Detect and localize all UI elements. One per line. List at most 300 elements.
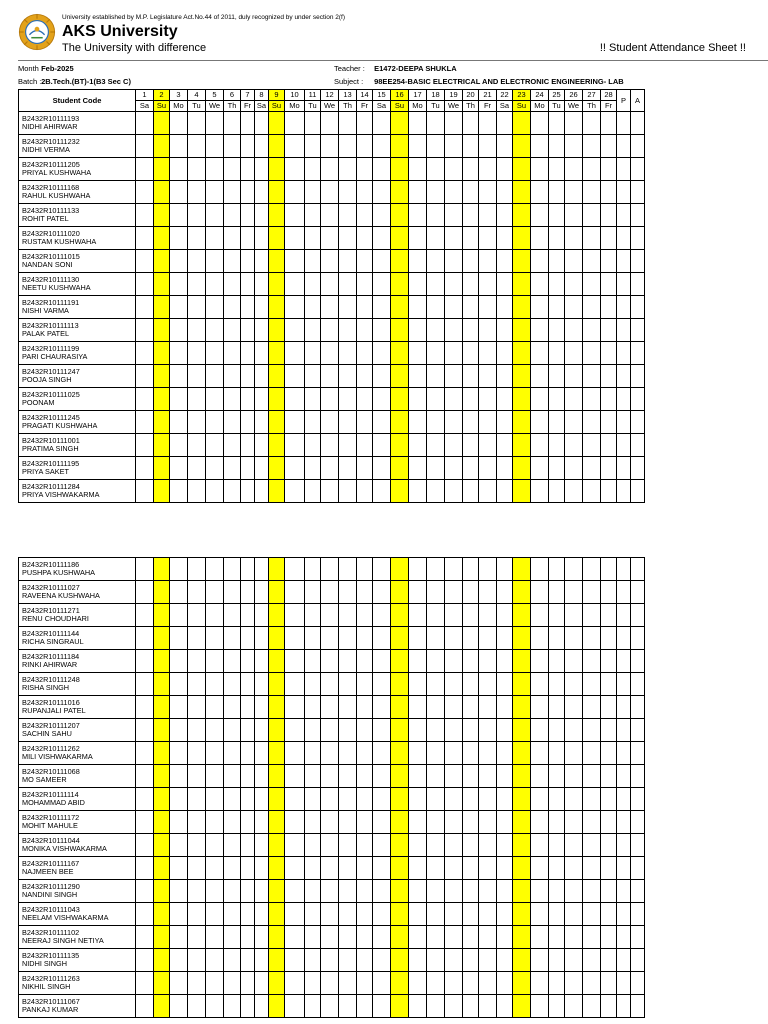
attendance-cell	[357, 995, 373, 1018]
attendance-cell	[224, 250, 241, 273]
attendance-cell	[497, 788, 513, 811]
attendance-cell	[497, 434, 513, 457]
attendance-cell	[479, 296, 497, 319]
present-total-cell	[617, 788, 631, 811]
attendance-cell	[170, 434, 188, 457]
absent-total-cell	[631, 903, 645, 926]
attendance-cell	[285, 742, 305, 765]
attendance-cell	[357, 480, 373, 503]
attendance-cell	[479, 719, 497, 742]
attendance-cell	[391, 457, 409, 480]
attendance-cell	[154, 204, 170, 227]
student-code: B2432R10111199	[22, 343, 80, 353]
attendance-cell	[497, 742, 513, 765]
student-row	[19, 604, 645, 627]
student-name: RINKI AHIRWAR	[22, 660, 78, 669]
university-logo-icon	[18, 13, 56, 51]
attendance-cell	[583, 250, 601, 273]
attendance-cell	[497, 880, 513, 903]
attendance-cell	[285, 558, 305, 581]
attendance-cell	[583, 673, 601, 696]
attendance-cell	[357, 673, 373, 696]
attendance-cell	[409, 388, 427, 411]
attendance-cell	[339, 457, 357, 480]
attendance-cell	[513, 903, 531, 926]
student-name: NIKHIL SINGH	[22, 982, 71, 991]
attendance-cell	[255, 834, 269, 857]
present-total-cell	[617, 627, 631, 650]
attendance-cell	[445, 434, 463, 457]
student-code: B2432R10111186	[22, 559, 80, 569]
date-number-header: 28	[601, 90, 617, 101]
attendance-cell	[549, 650, 565, 673]
attendance-cell	[583, 434, 601, 457]
attendance-cell	[497, 627, 513, 650]
attendance-cell	[206, 627, 224, 650]
attendance-cell	[321, 788, 339, 811]
attendance-cell	[583, 742, 601, 765]
attendance-cell	[224, 627, 241, 650]
attendance-cell	[339, 788, 357, 811]
attendance-cell	[391, 158, 409, 181]
date-number-header: 11	[305, 90, 321, 101]
attendance-cell	[136, 158, 154, 181]
attendance-cell	[549, 480, 565, 503]
attendance-cell	[463, 926, 479, 949]
attendance-cell	[391, 926, 409, 949]
present-total-cell	[617, 673, 631, 696]
attendance-cell	[188, 650, 206, 673]
attendance-cell	[445, 811, 463, 834]
attendance-cell	[497, 719, 513, 742]
attendance-cell	[136, 112, 154, 135]
attendance-cell	[565, 604, 583, 627]
attendance-cell	[497, 181, 513, 204]
attendance-cell	[479, 319, 497, 342]
attendance-cell	[241, 880, 255, 903]
attendance-cell	[285, 719, 305, 742]
attendance-cell	[339, 319, 357, 342]
attendance-cell	[549, 903, 565, 926]
student-row	[19, 926, 645, 949]
attendance-cell	[224, 204, 241, 227]
attendance-cell	[206, 227, 224, 250]
student-cell	[19, 857, 136, 880]
student-row	[19, 650, 645, 673]
student-cell	[19, 388, 136, 411]
attendance-cell	[601, 788, 617, 811]
attendance-cell	[188, 742, 206, 765]
attendance-cell	[463, 765, 479, 788]
attendance-cell	[321, 926, 339, 949]
weekday-header: Tu	[188, 101, 206, 112]
attendance-cell	[373, 480, 391, 503]
student-name: RICHA SINGRAUL	[22, 637, 84, 646]
attendance-cell	[339, 765, 357, 788]
attendance-cell	[497, 650, 513, 673]
attendance-cell	[224, 788, 241, 811]
attendance-cell	[241, 296, 255, 319]
student-name: NIDHI VERMA	[22, 145, 70, 154]
attendance-cell	[531, 719, 549, 742]
attendance-cell	[321, 719, 339, 742]
attendance-cell	[339, 434, 357, 457]
attendance-cell	[531, 558, 549, 581]
attendance-cell	[601, 696, 617, 719]
student-row	[19, 834, 645, 857]
student-cell	[19, 457, 136, 480]
attendance-cell	[305, 319, 321, 342]
attendance-cell	[241, 696, 255, 719]
attendance-cell	[188, 319, 206, 342]
attendance-cell	[409, 604, 427, 627]
absent-total-cell	[631, 995, 645, 1018]
attendance-cell	[154, 903, 170, 926]
student-cell	[19, 250, 136, 273]
attendance-cell	[170, 158, 188, 181]
student-row	[19, 673, 645, 696]
attendance-cell	[206, 181, 224, 204]
attendance-cell	[513, 650, 531, 673]
attendance-cell	[601, 650, 617, 673]
attendance-cell	[255, 949, 269, 972]
date-number-header: 9	[269, 90, 285, 101]
attendance-cell	[497, 250, 513, 273]
attendance-cell	[427, 296, 445, 319]
attendance-cell	[305, 834, 321, 857]
attendance-cell	[241, 434, 255, 457]
student-name: POONAM	[22, 398, 55, 407]
batch-label: Batch :	[18, 77, 42, 86]
attendance-cell	[188, 627, 206, 650]
attendance-cell	[445, 742, 463, 765]
attendance-cell	[136, 181, 154, 204]
attendance-cell	[305, 135, 321, 158]
teacher-value: E1472-DEEPA SHUKLA	[374, 64, 457, 73]
attendance-cell	[373, 296, 391, 319]
attendance-cell	[321, 135, 339, 158]
student-code: B2432R10111191	[22, 297, 80, 307]
attendance-cell	[549, 581, 565, 604]
attendance-cell	[255, 342, 269, 365]
attendance-cell	[241, 319, 255, 342]
attendance-cell	[170, 112, 188, 135]
attendance-cell	[241, 388, 255, 411]
attendance-cell	[170, 411, 188, 434]
attendance-cell	[373, 949, 391, 972]
attendance-cell	[206, 650, 224, 673]
student-name: NANDAN SONI	[22, 260, 73, 269]
student-cell	[19, 227, 136, 250]
attendance-cell	[339, 250, 357, 273]
attendance-cell	[373, 834, 391, 857]
attendance-cell	[549, 273, 565, 296]
absent-total-cell	[631, 204, 645, 227]
attendance-cell	[427, 388, 445, 411]
attendance-cell	[409, 811, 427, 834]
attendance-cell	[409, 558, 427, 581]
attendance-cell	[445, 880, 463, 903]
present-total-cell	[617, 319, 631, 342]
student-name: RUSTAM KUSHWAHA	[22, 237, 97, 246]
subject-label: Subject :	[334, 77, 364, 86]
attendance-cell	[305, 788, 321, 811]
attendance-cell	[269, 857, 285, 880]
attendance-cell	[463, 719, 479, 742]
attendance-cell	[497, 696, 513, 719]
attendance-cell	[321, 273, 339, 296]
attendance-cell	[136, 273, 154, 296]
attendance-cell	[497, 765, 513, 788]
student-code: B2432R10111247	[22, 366, 80, 376]
present-total-cell	[617, 857, 631, 880]
attendance-cell	[479, 650, 497, 673]
student-name: PRAGATI KUSHWAHA	[22, 421, 98, 430]
attendance-cell	[206, 204, 224, 227]
attendance-cell	[513, 558, 531, 581]
attendance-cell	[513, 995, 531, 1018]
attendance-cell	[373, 319, 391, 342]
attendance-cell	[373, 627, 391, 650]
attendance-cell	[305, 388, 321, 411]
attendance-cell	[373, 158, 391, 181]
attendance-cell	[549, 627, 565, 650]
student-row	[19, 995, 645, 1018]
attendance-cell	[206, 296, 224, 319]
attendance-cell	[549, 411, 565, 434]
attendance-cell	[305, 995, 321, 1018]
attendance-cell	[154, 181, 170, 204]
attendance-cell	[445, 388, 463, 411]
attendance-cell	[357, 788, 373, 811]
attendance-cell	[170, 273, 188, 296]
attendance-cell	[241, 135, 255, 158]
attendance-cell	[241, 650, 255, 673]
attendance-cell	[255, 857, 269, 880]
attendance-cell	[531, 627, 549, 650]
student-code-header: Student Code	[19, 90, 136, 112]
attendance-cell	[269, 365, 285, 388]
attendance-cell	[321, 972, 339, 995]
attendance-cell	[224, 765, 241, 788]
attendance-cell	[206, 903, 224, 926]
attendance-cell	[445, 112, 463, 135]
student-row	[19, 227, 645, 250]
month-value: Feb-2025	[41, 64, 74, 73]
attendance-cell	[154, 273, 170, 296]
student-cell	[19, 926, 136, 949]
attendance-cell	[391, 181, 409, 204]
attendance-cell	[479, 204, 497, 227]
attendance-cell	[224, 972, 241, 995]
attendance-cell	[154, 227, 170, 250]
attendance-cell	[601, 857, 617, 880]
attendance-cell	[601, 480, 617, 503]
student-cell	[19, 181, 136, 204]
attendance-cell	[601, 112, 617, 135]
attendance-cell	[170, 834, 188, 857]
attendance-cell	[305, 365, 321, 388]
attendance-cell	[373, 227, 391, 250]
attendance-cell	[357, 926, 373, 949]
attendance-cell	[206, 480, 224, 503]
student-code: B2432R10111114	[22, 789, 79, 799]
attendance-cell	[565, 673, 583, 696]
attendance-cell	[305, 765, 321, 788]
attendance-cell	[269, 388, 285, 411]
attendance-cell	[531, 811, 549, 834]
attendance-cell	[601, 673, 617, 696]
attendance-cell	[463, 742, 479, 765]
attendance-cell	[583, 480, 601, 503]
attendance-cell	[531, 788, 549, 811]
attendance-cell	[513, 581, 531, 604]
date-number-header: 10	[285, 90, 305, 101]
attendance-cell	[285, 273, 305, 296]
attendance-cell	[305, 604, 321, 627]
attendance-cell	[154, 719, 170, 742]
date-number-header: 3	[170, 90, 188, 101]
attendance-cell	[427, 158, 445, 181]
attendance-cell	[497, 296, 513, 319]
student-code: B2432R10111044	[22, 835, 80, 845]
attendance-cell	[188, 903, 206, 926]
attendance-cell	[409, 926, 427, 949]
attendance-cell	[136, 719, 154, 742]
student-row	[19, 319, 645, 342]
attendance-cell	[445, 995, 463, 1018]
attendance-cell	[339, 903, 357, 926]
attendance-cell	[321, 457, 339, 480]
attendance-cell	[136, 788, 154, 811]
attendance-cell	[391, 834, 409, 857]
attendance-cell	[427, 673, 445, 696]
attendance-cell	[513, 604, 531, 627]
attendance-cell	[321, 558, 339, 581]
attendance-cell	[154, 765, 170, 788]
present-total-cell	[617, 250, 631, 273]
attendance-cell	[445, 135, 463, 158]
attendance-cell	[565, 558, 583, 581]
attendance-cell	[427, 319, 445, 342]
attendance-cell	[373, 857, 391, 880]
attendance-cell	[224, 719, 241, 742]
attendance-cell	[513, 319, 531, 342]
present-total-cell	[617, 972, 631, 995]
present-total-cell	[617, 903, 631, 926]
student-row	[19, 342, 645, 365]
attendance-cell	[445, 972, 463, 995]
attendance-cell	[285, 903, 305, 926]
absent-total-cell	[631, 972, 645, 995]
student-cell	[19, 627, 136, 650]
student-row	[19, 719, 645, 742]
attendance-cell	[583, 926, 601, 949]
attendance-cell	[583, 158, 601, 181]
attendance-cell	[463, 627, 479, 650]
date-number-header: 2	[154, 90, 170, 101]
present-total-cell	[617, 742, 631, 765]
attendance-cell	[321, 903, 339, 926]
absent-total-cell	[631, 158, 645, 181]
attendance-cell	[513, 834, 531, 857]
attendance-cell	[154, 112, 170, 135]
attendance-cell	[339, 181, 357, 204]
attendance-cell	[565, 204, 583, 227]
attendance-cell	[206, 457, 224, 480]
attendance-cell	[497, 926, 513, 949]
attendance-cell	[339, 742, 357, 765]
absent-total-cell	[631, 250, 645, 273]
attendance-cell	[409, 204, 427, 227]
attendance-cell	[373, 903, 391, 926]
attendance-cell	[339, 204, 357, 227]
attendance-cell	[188, 112, 206, 135]
attendance-cell	[321, 627, 339, 650]
attendance-cell	[601, 342, 617, 365]
attendance-cell	[321, 158, 339, 181]
student-name: NEERAJ SINGH NETIYA	[22, 936, 104, 945]
attendance-cell	[269, 926, 285, 949]
attendance-cell	[321, 388, 339, 411]
attendance-cell	[549, 719, 565, 742]
attendance-cell	[170, 204, 188, 227]
present-total-cell	[617, 296, 631, 319]
attendance-cell	[601, 204, 617, 227]
attendance-cell	[269, 903, 285, 926]
student-name: NIDHI AHIRWAR	[22, 122, 78, 131]
attendance-cell	[269, 480, 285, 503]
absent-total-cell	[631, 227, 645, 250]
attendance-cell	[206, 742, 224, 765]
attendance-cell	[136, 972, 154, 995]
attendance-cell	[357, 273, 373, 296]
attendance-cell	[321, 949, 339, 972]
absent-total-cell	[631, 342, 645, 365]
attendance-cell	[373, 765, 391, 788]
attendance-cell	[427, 227, 445, 250]
attendance-cell	[391, 949, 409, 972]
attendance-cell	[479, 834, 497, 857]
attendance-cell	[583, 558, 601, 581]
attendance-cell	[321, 880, 339, 903]
subject-field	[334, 77, 624, 86]
attendance-cell	[445, 696, 463, 719]
student-code: B2432R10111015	[22, 251, 80, 261]
attendance-cell	[255, 650, 269, 673]
absent-total-cell	[631, 558, 645, 581]
attendance-cell	[224, 411, 241, 434]
attendance-cell	[565, 742, 583, 765]
attendance-cell	[549, 765, 565, 788]
attendance-cell	[497, 204, 513, 227]
attendance-cell	[269, 158, 285, 181]
attendance-cell	[255, 296, 269, 319]
attendance-cell	[269, 135, 285, 158]
attendance-cell	[339, 650, 357, 673]
attendance-cell	[583, 834, 601, 857]
student-code: B2432R10111068	[22, 766, 80, 776]
attendance-cell	[497, 857, 513, 880]
attendance-cell	[479, 388, 497, 411]
attendance-cell	[321, 673, 339, 696]
attendance-cell	[255, 627, 269, 650]
absent-total-cell	[631, 112, 645, 135]
attendance-cell	[224, 742, 241, 765]
date-number-header: 27	[583, 90, 601, 101]
attendance-cell	[427, 719, 445, 742]
attendance-cell	[357, 388, 373, 411]
